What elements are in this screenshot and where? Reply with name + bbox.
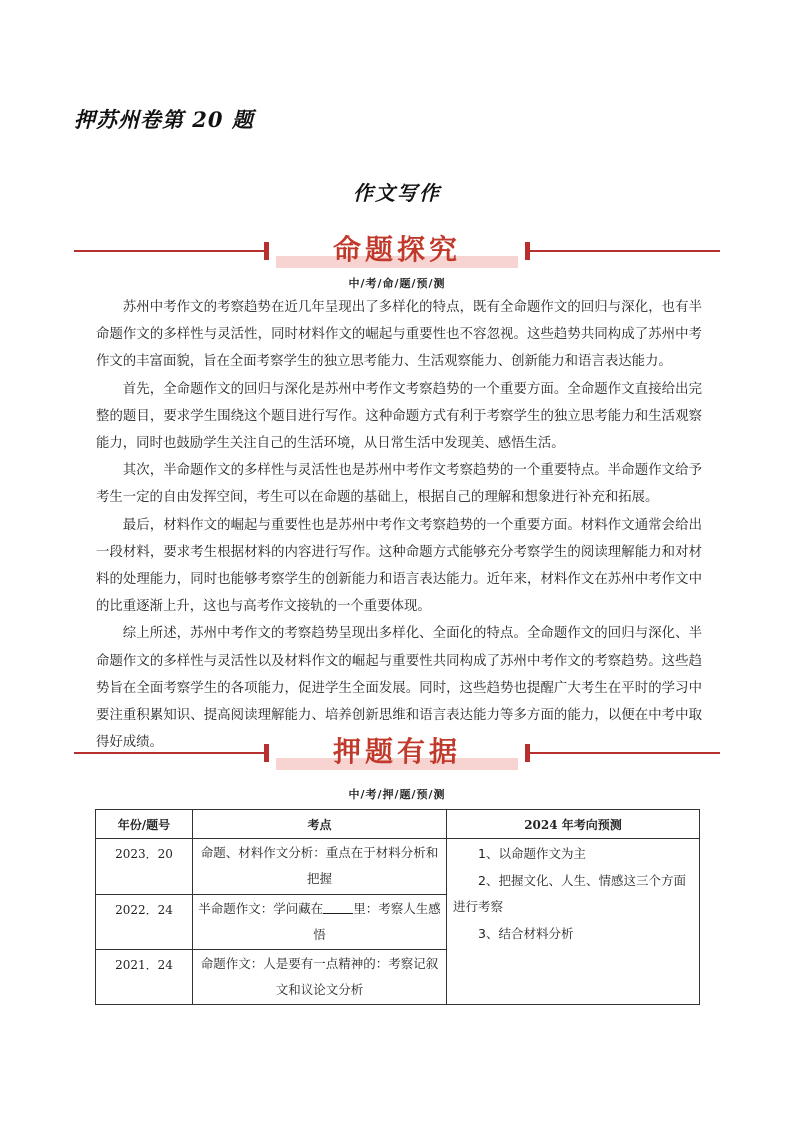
banner-tick-left — [264, 242, 269, 260]
banner-label: 押题有据 — [332, 735, 461, 768]
column-header-point: 考点 — [193, 810, 447, 839]
banner-rule-right — [530, 250, 720, 252]
paragraph: 其次，半命题作文的多样性与灵活性也是苏州中考作文考察趋势的一个重要特点。半命题作文给予考生一定的自由发挥空间，考生可以在命题的基础上，根据自己的理解和想象进行补充和拓展。 — [96, 463, 702, 506]
prediction-item: 1、以命题作文为主 — [478, 846, 586, 861]
point-cell — [193, 895, 447, 950]
point-text: 里：考察人生感悟 — [313, 901, 441, 942]
section-caption: 中/考/押/题/预/测 — [348, 788, 446, 801]
document-title: 押苏州卷第 20 题 — [74, 107, 254, 132]
banner-tick-left — [264, 744, 269, 762]
year-cell: 2021．24 — [96, 950, 193, 1005]
paragraph: 首先，全命题作文的回归与深化是苏州中考作文考察趋势的一个重要方面。全命题作文直接给出完整的题目，要求学生围绕这个题目进行写作。这种命题方式有利于考察学生的独立思考能力和生活观察能力，同时也鼓励学生关注自己的生活环境，从日常生活中发现美、感悟生活。 — [96, 381, 702, 452]
table-header-row — [96, 810, 700, 839]
banner-rule-left — [74, 752, 264, 754]
point-cell: 命题作文：人是要有一点精神的：考察记叙文和议论文分析 — [193, 950, 447, 1005]
prediction-item: 3、结合材料分析 — [478, 925, 574, 941]
section-subtitle: 作文写作 — [353, 181, 441, 205]
paragraph: 最后，材料作文的崛起与重要性也是苏州中考作文考察趋势的一个重要方面。材料作文通常会给出一段材料，要求考生根据材料的内容进行写作。这种命题方式能够充分考察学生的阅读理解能力和对材料的处理能力，同时也能够考察学生的创新能力和语言表达能力。近年来，材料作文在苏州中考作文中的比重逐渐上升，这也与高考作文接轨的一个重要体现。 — [96, 517, 702, 615]
paragraph: 综上所述，苏州中考作文的考察趋势呈现出多样化、全面化的特点。全命题作文的回归与深化、半命题作文的多样性与灵活性以及材料作文的崛起与重要性共同构成了苏州中考作文的考察趋势。这些趋势旨在全面考察学生的各项能力，促进学生全面发展。同时，这些趋势也提醒广大考生在平时的学习中要注重积累知识、提高阅读理解能力、培养创新思维和语言表达能力等多方面的能力，以便在中考中取得好成绩。 — [96, 626, 702, 751]
section-caption: 中/考/命/题/预/测 — [348, 277, 446, 290]
point-cell: 命题、材料作文分析：重点在于材料分析和把握 — [193, 839, 447, 895]
column-header-year: 年份/题号 — [96, 810, 193, 839]
prediction-table — [95, 809, 700, 1005]
prediction-cell — [447, 839, 700, 1005]
table-row — [96, 839, 700, 895]
banner-rule-right — [530, 752, 720, 754]
year-cell: 2023．20 — [96, 839, 193, 895]
prediction-item: 2、把握文化、人生、情感这三个方面进行考察 — [453, 872, 686, 914]
banner-prediction-basis — [74, 732, 720, 774]
banner-label: 命题探究 — [332, 233, 461, 266]
fill-in-blank — [323, 901, 353, 914]
column-header-prediction: 2024 年考向预测 — [447, 810, 700, 839]
article-body — [96, 294, 702, 756]
banner-topic-exploration — [74, 230, 720, 272]
banner-rule-left — [74, 250, 264, 252]
year-cell: 2022．24 — [96, 895, 193, 950]
paragraph: 苏州中考作文的考察趋势在近几年呈现出了多样化的特点，既有全命题作文的回归与深化，也有半命题作文的多样性与灵活性，同时材料作文的崛起与重要性也不容忽视。这些趋势共同构成了苏州中考作文的丰富面貌，旨在全面考察学生的独立思考能力、生活观察能力、创新能力和语言表达能力。 — [96, 300, 702, 370]
point-text: 半命题作文：学问藏在 — [198, 901, 324, 916]
